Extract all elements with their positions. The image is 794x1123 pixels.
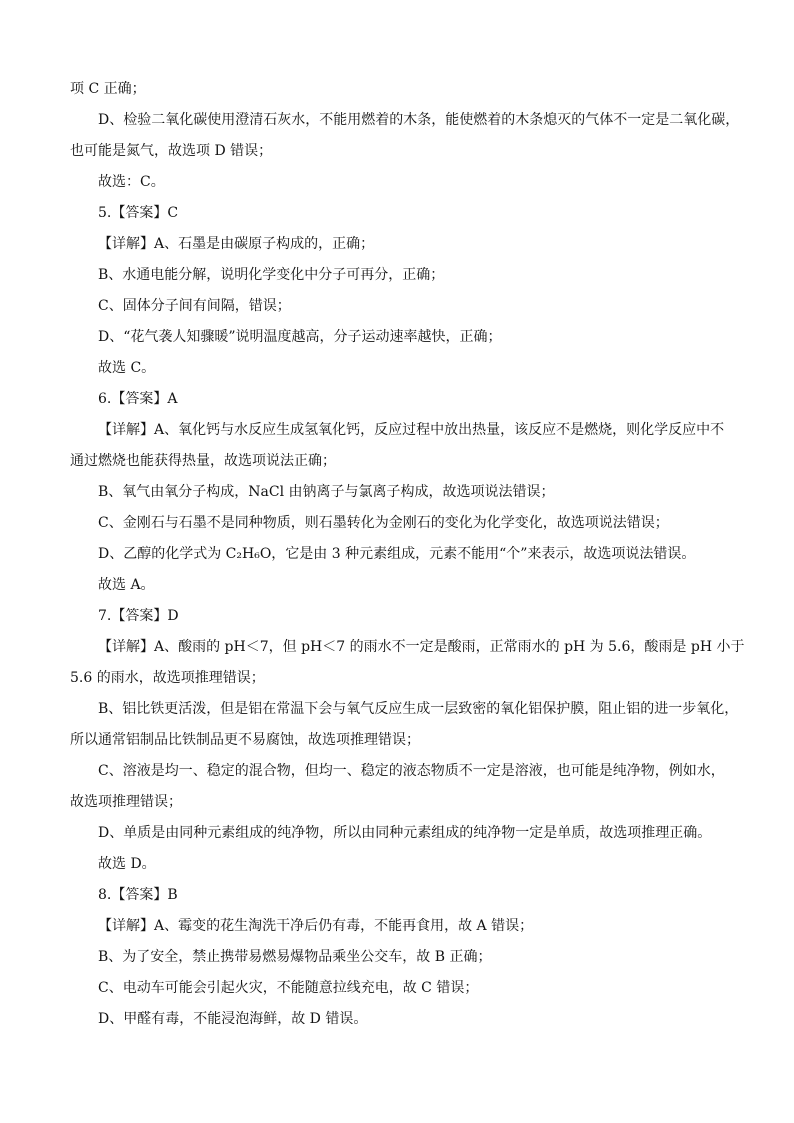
text-line: 【详解】A、霉变的花生淘洗干净后仍有毒，不能再食用，故 A 错误；: [98, 918, 534, 934]
text-line: 项 C 正确；: [70, 81, 146, 97]
text-line: 5.6 的雨水，故选项推理错误；: [70, 670, 265, 686]
text-line: C、金刚石与石墨不是同种物质，则石墨转化为金刚石的变化为化学变化，故选项说法错误；: [98, 515, 669, 531]
text-line: 5.【答案】C: [98, 205, 179, 221]
text-line: D、单质是由同种元素组成的纯净物，所以由同种元素组成的纯净物一定是单质，故选项推理正确。: [98, 825, 712, 841]
text-line: 故选 D。: [98, 856, 156, 872]
text-line: B、铝比铁更活泼，但是铝在常温下会与氧气反应生成一层致密的氧化铝保护膜，阻止铝的进一步氧化，: [98, 701, 739, 717]
text-line: D、乙醇的化学式为 C₂H₆O，它是由 3 种元素组成，元素不能用“个”来表示，故选项说法错误。: [98, 546, 696, 562]
text-line: B、水通电能分解，说明化学变化中分子可再分，正确；: [98, 267, 445, 283]
text-line: 也可能是氮气，故选项 D 错误；: [70, 143, 273, 159]
text-line: 【详解】A、酸雨的 pH＜7，但 pH＜7 的雨水不一定是酸雨，正常雨水的 pH 为 5.6，酸雨是 pH 小于: [98, 639, 745, 655]
text-line: 故选：C。: [98, 174, 165, 190]
text-line: 故选 A。: [98, 577, 155, 593]
text-line: 故选 C。: [98, 360, 156, 376]
text-line: D、检验二氧化碳使用澄清石灰水，不能用燃着的木条，能使燃着的木条熄灭的气体不一定是二氧化碳，: [98, 112, 740, 128]
text-line: 所以通常铝制品比铁制品更不易腐蚀，故选项推理错误；: [70, 732, 420, 748]
text-line: 故选项推理错误；: [70, 794, 182, 810]
text-line: C、电动车可能会引起火灾，不能随意拉线充电，故 C 错误；: [98, 980, 479, 996]
text-line: 通过燃烧也能获得热量，故选项说法正确；: [70, 453, 336, 469]
text-line: 【详解】A、石墨是由碳原子构成的，正确；: [98, 236, 375, 252]
text-line: 【详解】A、氧化钙与水反应生成氢氧化钙，反应过程中放出热量，该反应不是燃烧，则化学反应中不: [98, 422, 725, 438]
text-line: D、“花气袭人知骤暖”说明温度越高，分子运动速率越快，正确；: [98, 329, 502, 345]
text-line: C、溶液是均一、稳定的混合物，但均一、稳定的液态物质不一定是溶液，也可能是纯净物，例如水，: [98, 763, 725, 779]
text-line: B、氧气由氧分子构成，NaCl 由钠离子与氯离子构成，故选项说法错误；: [98, 484, 555, 500]
text-line: D、甲醛有毒，不能浸泡海鲜，故 D 错误。: [98, 1011, 368, 1027]
answer-explanation-text: [70, 74, 745, 1035]
text-line: 7.【答案】D: [98, 608, 179, 624]
text-line: 6.【答案】A: [98, 391, 178, 407]
text-line: B、为了安全，禁止携带易燃易爆物品乘坐公交车，故 B 正确；: [98, 949, 492, 965]
text-line: C、固体分子间有间隔，错误；: [98, 298, 291, 314]
text-line: 8.【答案】B: [98, 887, 178, 903]
